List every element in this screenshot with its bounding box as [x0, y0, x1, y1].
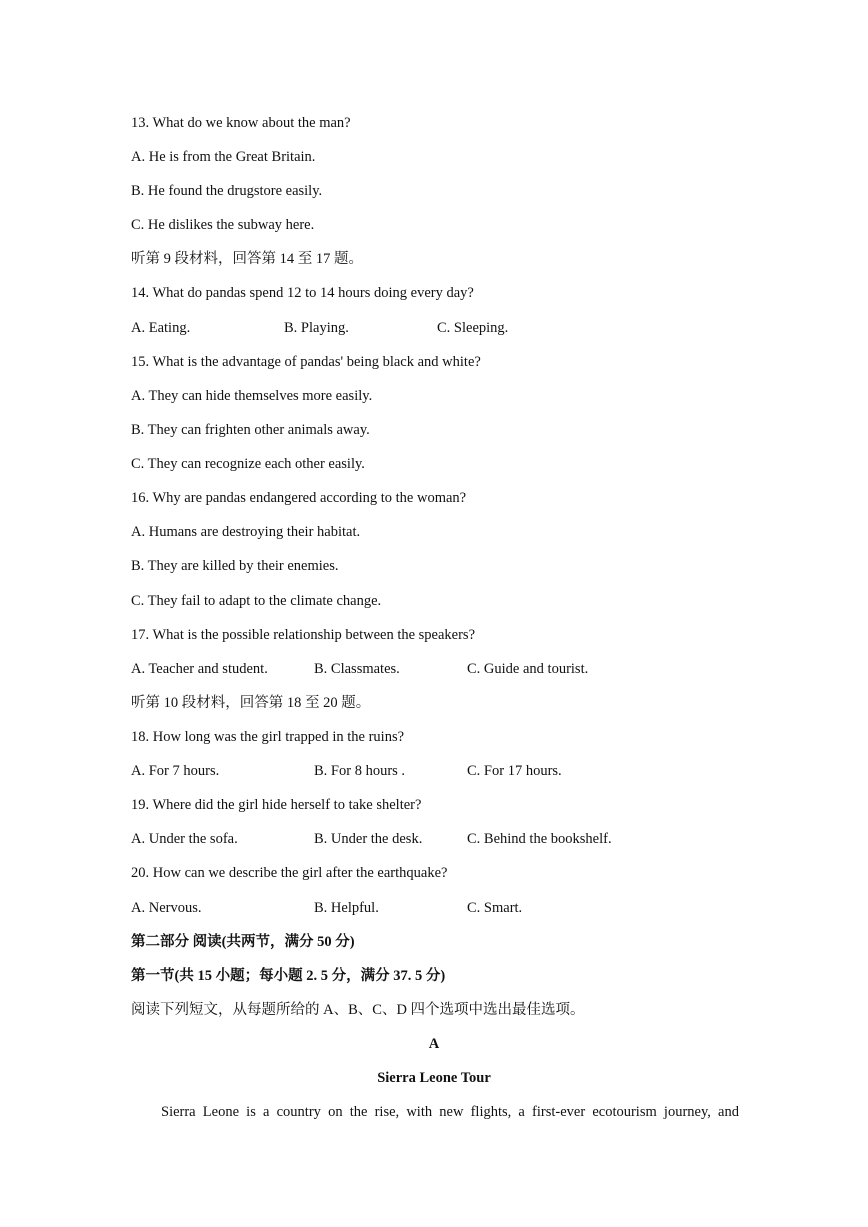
question-19-option-a: A. Under the sofa.	[131, 831, 238, 847]
question-18-option-c: C. For 17 hours.	[467, 763, 562, 779]
question-16-option-a: A. Humans are destroying their habitat.	[131, 524, 361, 540]
question-18-option-a: A. For 7 hours.	[131, 763, 220, 779]
question-14-stem: 14. What do pandas spend 12 to 14 hours doing every day?	[131, 285, 474, 301]
question-15-option-a: A. They can hide themselves more easily.	[131, 388, 373, 404]
question-15-option-b: B. They can frighten other animals away.	[131, 422, 370, 438]
listening-instruction-10: 听第 10 段材料，回答第 18 至 20 题。	[131, 695, 371, 711]
question-20-option-a: A. Nervous.	[131, 900, 202, 916]
question-18-option-b: B. For 8 hours .	[314, 763, 406, 779]
question-17-option-c: C. Guide and tourist.	[467, 661, 589, 677]
question-13-option-b: B. He found the drugstore easily.	[131, 183, 323, 199]
passage-title: Sierra Leone Tour	[377, 1070, 491, 1086]
question-16-stem: 16. Why are pandas endangered according to the woman?	[131, 490, 467, 506]
question-15-option-c: C. They can recognize each other easily.	[131, 456, 365, 472]
question-20-option-c: C. Smart.	[467, 900, 523, 916]
question-17-stem: 17. What is the possible relationship between the speakers?	[131, 627, 476, 643]
question-18-stem: 18. How long was the girl trapped in the ruins?	[131, 729, 405, 745]
question-14-option-b: B. Playing.	[284, 320, 349, 336]
part-two-heading: 第二部分 阅读(共两节，满分 50 分)	[131, 934, 355, 950]
question-14-option-c: C. Sleeping.	[437, 320, 509, 336]
question-15-stem: 15. What is the advantage of pandas' being black and white?	[131, 354, 481, 370]
question-20-option-b: B. Helpful.	[314, 900, 379, 916]
listening-instruction-9: 听第 9 段材料，回答第 14 至 17 题。	[131, 251, 363, 267]
question-13-option-a: A. He is from the Great Britain.	[131, 149, 316, 165]
section-one-heading: 第一节(共 15 小题；每小题 2. 5 分，满分 37. 5 分)	[131, 968, 446, 984]
question-20-stem: 20. How can we describe the girl after the earthquake?	[131, 865, 448, 881]
question-13-option-c: C. He dislikes the subway here.	[131, 217, 315, 233]
passage-label: A	[428, 1036, 440, 1052]
reading-instruction: 阅读下列短文，从每题所给的 A、B、C、D 四个选项中选出最佳选项。	[131, 1002, 585, 1018]
question-19-stem: 19. Where did the girl hide herself to take shelter?	[131, 797, 422, 813]
question-13-stem: 13. What do we know about the man?	[131, 115, 351, 131]
question-19-option-c: C. Behind the bookshelf.	[467, 831, 612, 847]
question-17-option-b: B. Classmates.	[314, 661, 400, 677]
question-17-option-a: A. Teacher and student.	[131, 661, 268, 677]
question-16-option-b: B. They are killed by their enemies.	[131, 558, 339, 574]
passage-first-line: Sierra Leone is a country on the rise, with new flights, a first-ever ecotourism journey, and	[161, 1104, 739, 1120]
question-14-option-a: A. Eating.	[131, 320, 191, 336]
question-16-option-c: C. They fail to adapt to the climate change.	[131, 593, 382, 609]
question-19-option-b: B. Under the desk.	[314, 831, 423, 847]
